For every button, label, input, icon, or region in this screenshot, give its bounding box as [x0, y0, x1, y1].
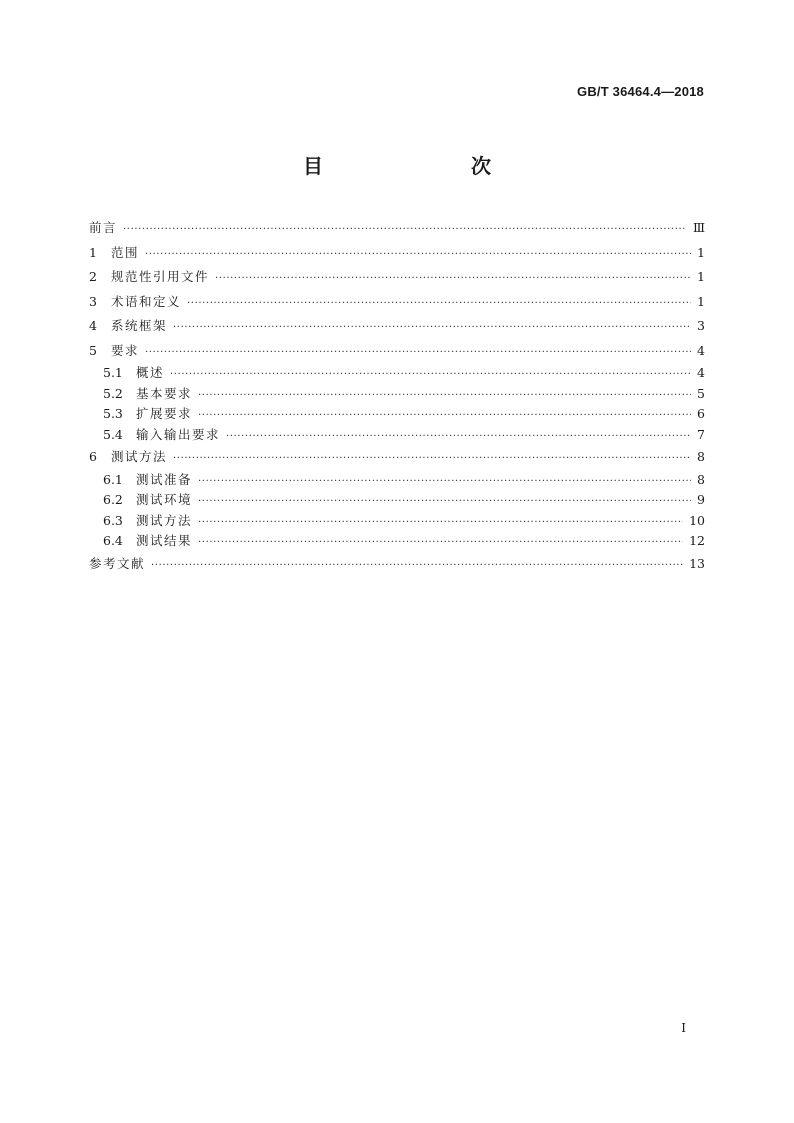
- toc-entry-page: 1: [697, 293, 705, 309]
- toc-entry-label: 参考文献: [89, 555, 146, 571]
- toc-entry-page: 7: [697, 426, 705, 442]
- toc-entry-number: 5: [89, 342, 97, 358]
- toc-dot-leader: [145, 243, 691, 268]
- toc-entry-page: 13: [689, 555, 705, 571]
- toc-entry-number: 6.1: [103, 471, 123, 487]
- toc-dot-leader: [198, 513, 683, 534]
- toc-entry-5[interactable]: [89, 339, 705, 364]
- toc-entry-page: 6: [697, 406, 705, 421]
- standard-code: GB/T 36464.4—2018: [577, 84, 704, 99]
- toc-entry-label: 测试方法: [111, 449, 168, 464]
- toc-entry-preface[interactable]: [89, 216, 705, 241]
- toc-entry-bibliography[interactable]: [89, 552, 705, 577]
- toc-dot-leader: [187, 292, 691, 317]
- toc-dot-leader: [173, 447, 691, 472]
- toc-entry-page: 8: [697, 471, 705, 487]
- toc-entry-number: 5.3: [103, 406, 123, 421]
- toc-entry-page: 8: [697, 449, 705, 464]
- toc-entry-number: 6.2: [103, 492, 123, 507]
- toc-entry-number: 5.4: [103, 426, 123, 442]
- toc-entry-number: 1: [89, 244, 97, 260]
- toc-entry-label: 测试方法: [136, 512, 193, 528]
- toc-dot-leader: [151, 554, 683, 579]
- toc-dot-leader: [198, 406, 691, 427]
- page-number: I: [681, 1021, 686, 1035]
- toc-entry-6-3[interactable]: [89, 511, 705, 532]
- toc-entry-page: 4: [697, 365, 705, 380]
- toc-entry-6-1[interactable]: [89, 470, 705, 491]
- toc-dot-leader: [215, 267, 691, 292]
- toc-entry-number: 3: [89, 293, 97, 309]
- toc-entry-5-4[interactable]: [89, 425, 705, 446]
- toc-dot-leader: [170, 365, 691, 386]
- toc-entry-label: 概述: [136, 365, 165, 380]
- toc-entry-page: 3: [697, 318, 705, 333]
- toc-entry-label: 基本要求: [136, 385, 193, 401]
- toc-entry-page: 9: [697, 492, 705, 507]
- toc-entry-page: 1: [697, 269, 705, 284]
- toc-entry-4[interactable]: [89, 314, 705, 339]
- toc-entry-page: 10: [689, 512, 705, 528]
- toc-entry-label: 范围: [111, 244, 140, 260]
- toc-entry-5-3[interactable]: [89, 404, 705, 425]
- toc-entry-3[interactable]: [89, 290, 705, 315]
- toc-entry-page: Ⅲ: [692, 220, 705, 235]
- toc-dot-leader: [198, 492, 691, 513]
- toc-entry-number: 6.4: [103, 533, 123, 548]
- toc-entry-number: 4: [89, 318, 97, 333]
- toc-dot-leader: [123, 218, 687, 243]
- toc-entry-label: 输入输出要求: [136, 426, 221, 442]
- toc-entry-page: 5: [697, 385, 705, 401]
- toc-dot-leader: [173, 316, 691, 341]
- toc-entry-label: 要求: [111, 342, 140, 358]
- toc-dot-leader: [198, 533, 683, 554]
- toc-entry-1[interactable]: [89, 241, 705, 266]
- toc-entry-6[interactable]: [89, 445, 705, 470]
- toc-entry-6-2[interactable]: [89, 490, 705, 511]
- toc-dot-leader: [145, 341, 691, 366]
- toc-entry-6-4[interactable]: [89, 531, 705, 552]
- toc-entry-label: 扩展要求: [136, 406, 193, 421]
- toc-entry-5-2[interactable]: [89, 384, 705, 405]
- toc-entry-label: 前言: [89, 220, 118, 235]
- toc-entry-number: 5.2: [103, 385, 123, 401]
- toc-dot-leader: [198, 472, 691, 493]
- toc-entry-label: 系统框架: [111, 318, 168, 333]
- toc-entry-page: 1: [697, 244, 705, 260]
- toc-entry-number: 6.3: [103, 512, 123, 528]
- toc-entry-number: 6: [89, 449, 97, 464]
- page-title: 目 次: [303, 154, 527, 178]
- toc-dot-leader: [198, 386, 691, 407]
- toc-entry-page: 12: [689, 533, 705, 548]
- toc-entry-5-1[interactable]: [89, 363, 705, 384]
- toc-entry-label: 测试准备: [136, 471, 193, 487]
- toc-entry-label: 规范性引用文件: [111, 269, 210, 284]
- table-of-contents: [89, 216, 705, 576]
- toc-entry-number: 5.1: [103, 365, 123, 380]
- toc-entry-label: 测试结果: [136, 533, 193, 548]
- toc-entry-number: 2: [89, 269, 97, 284]
- toc-entry-label: 术语和定义: [111, 293, 182, 309]
- toc-entry-label: 测试环境: [136, 492, 193, 507]
- toc-dot-leader: [226, 427, 691, 448]
- toc-entry-2[interactable]: [89, 265, 705, 290]
- toc-entry-page: 4: [697, 342, 705, 358]
